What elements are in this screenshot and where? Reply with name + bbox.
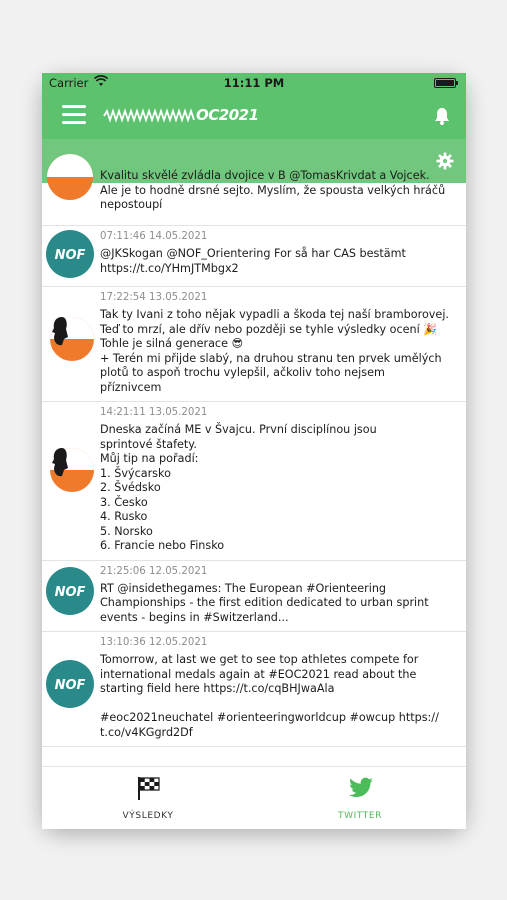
menu-button[interactable] bbox=[62, 105, 86, 125]
tweet-item[interactable] bbox=[42, 632, 466, 747]
tweet-text: Dneska začíná ME v Švajcu. První disciplínou jsou sprintové štafety. Můj tip na pořadí: 1. Švýcarsko 2. Švédsko 3. Česko 4. Rusko 5. Norsko 6. Francie nebo Finsko bbox=[100, 423, 377, 552]
tweet-text: RT @insidethegames: The European #Orienteering Championships - the first edition dedicated to urban sprint events - begins in #Switzerland... bbox=[100, 581, 429, 624]
tweet-timestamp: 07:11:46 14.05.2021 bbox=[100, 231, 208, 242]
eoc2021-logo bbox=[104, 106, 264, 126]
nof-avatar-icon bbox=[46, 660, 94, 708]
bottom-tab-bar bbox=[42, 766, 466, 829]
battery-icon bbox=[434, 78, 456, 88]
tweet-item[interactable] bbox=[42, 226, 466, 287]
svg-text:NOF: NOF bbox=[54, 584, 86, 600]
tweet-text: Tomorrow, at last we get to see top athletes compete for international medals again at #EOC2021 read about the starting field here https://t.co/cqBHJwaAla #eoc2021neuchatel #orienteeringworldcup #owcup https:// t.co/v4KGgrd2Df bbox=[100, 653, 439, 739]
tweet-text: Kvalitu skvělé zvládla dvojice v B @TomasKrivdat a Vojcek. Ale je to hodně drsné sejto. Myslím, že spousta velkých hráčů nepostoupí bbox=[100, 169, 446, 211]
bell-icon[interactable] bbox=[432, 106, 452, 126]
clock: 11:11 PM bbox=[223, 76, 285, 90]
tab-label: TWITTER bbox=[337, 811, 383, 821]
face-avatar-icon bbox=[46, 153, 94, 201]
tweet-item[interactable] bbox=[42, 165, 466, 226]
tweet-timestamp: 17:22:54 13.05.2021 bbox=[100, 292, 208, 303]
tab-label: VÝSLEDKY bbox=[122, 811, 174, 821]
tweet-item[interactable] bbox=[42, 287, 466, 402]
tab-twitter[interactable] bbox=[254, 767, 466, 829]
nof-avatar-icon bbox=[46, 230, 94, 278]
face-avatar-icon bbox=[46, 446, 94, 494]
tweet-item[interactable] bbox=[42, 402, 466, 561]
tweet-item[interactable] bbox=[42, 561, 466, 633]
twitter-bird-icon bbox=[348, 775, 374, 801]
face-avatar-icon bbox=[46, 315, 94, 363]
tab-vysledky[interactable] bbox=[42, 767, 254, 829]
phone-screen bbox=[42, 73, 466, 828]
tweet-text: @JKSkogan @NOF_Orientering For så har CAS bestämt https://t.co/YHmJTMbgx2 bbox=[100, 247, 406, 275]
checkered-flag-icon bbox=[136, 775, 162, 801]
tweet-feed[interactable] bbox=[42, 169, 466, 766]
logo-text: OC2021 bbox=[196, 106, 259, 124]
carrier-label: Carrier bbox=[49, 76, 89, 90]
tweet-text: Tak ty Ivani z toho nějak vypadli a škoda tej naší bramborovej. Teď to mrzí, ale dřív nebo později se tyhle výsledky ocení 🎉 Tohle je silná generace 😎 + Terén mi přijde slabý, na druhou stranu ten prvek umělých plotů to aspoň trochu vylepšil, ačkoliv toho nejsem příznivcem bbox=[100, 308, 449, 394]
tweet-timestamp: 14:21:11 13.05.2021 bbox=[100, 407, 208, 418]
svg-text:NOF: NOF bbox=[54, 248, 86, 263]
tweet-timestamp: 21:25:06 12.05.2021 bbox=[100, 565, 208, 577]
top-navigation-bar bbox=[42, 93, 466, 139]
nof-avatar-icon bbox=[46, 567, 94, 615]
tweet-timestamp: 13:10:36 12.05.2021 bbox=[100, 637, 208, 648]
status-bar bbox=[42, 73, 466, 93]
svg-text:NOF: NOF bbox=[54, 678, 86, 693]
logo-wave-icon bbox=[104, 106, 196, 126]
